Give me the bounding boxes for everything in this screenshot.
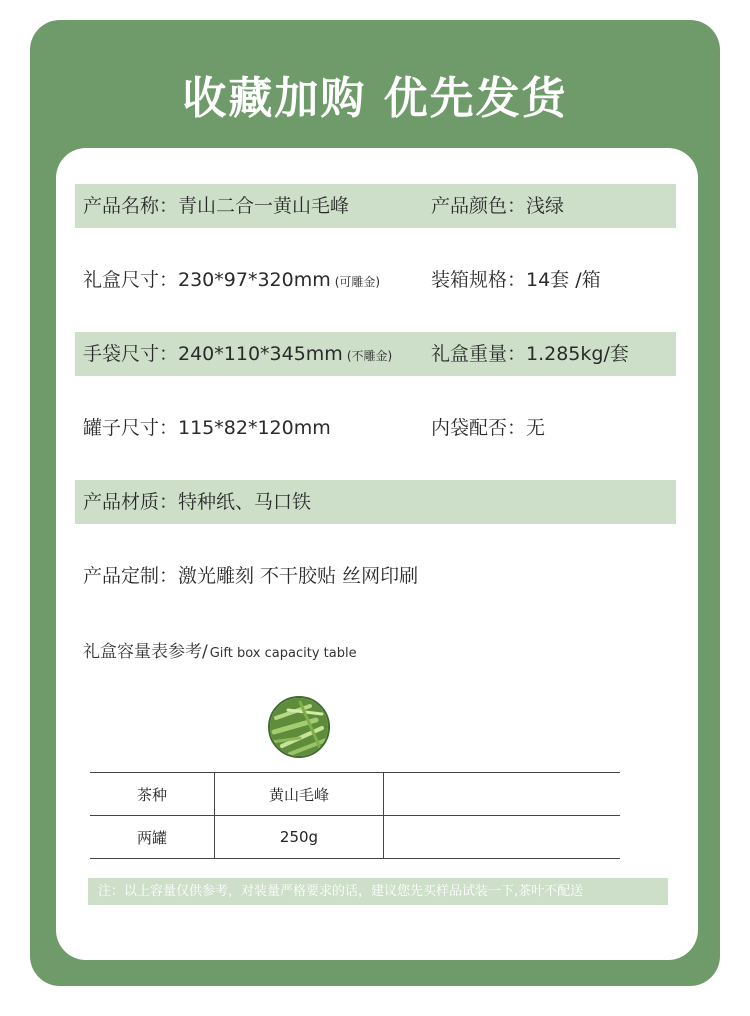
spec-product-name: 产品名称：青山二合一黄山毛峰 [83,195,350,217]
spec-row-material [75,480,676,524]
capacity-title-en: Gift box capacity table [209,646,357,661]
spec-box-size-note: (可雕金) [334,275,381,289]
spec-row-custom [75,554,676,598]
capacity-table [90,772,620,859]
spec-box-weight: 礼盒重量：1.285kg/套 [431,343,629,365]
spec-row-can-size [75,406,676,450]
spec-product-color: 产品颜色：浅绿 [431,195,565,217]
capacity-table-title [83,637,357,662]
spec-inner-bag: 内袋配否：无 [431,417,546,439]
table-cell: 两罐 [90,816,215,859]
spec-row-box-size [75,258,676,302]
spec-can-size: 罐子尺寸：115*82*120mm [83,417,331,439]
capacity-title-cn: 礼盒容量表参考/ [83,642,208,662]
spec-bag-size-value: 手袋尺寸：240*110*345mm [83,343,343,365]
table-cell: 黄山毛峰 [215,773,384,816]
table-row [90,773,620,816]
spec-box-size [83,258,380,302]
spec-material: 产品材质：特种纸、马口铁 [83,491,312,513]
spec-bag-size-note: (不雕金) [346,349,393,363]
table-row [90,816,620,859]
spec-box-size-value: 礼盒尺寸：230*97*320mm [83,269,331,291]
spec-bag-size [83,332,392,376]
tea-leaf-image [268,696,330,758]
notice-banner: 注：以上容量仅供参考，对装量严格要求的话，建议您先买样品试装一下,茶叶不配送 [88,878,668,905]
table-cell [384,773,621,816]
table-cell: 250g [215,816,384,859]
spec-packing: 装箱规格：14套 /箱 [431,269,601,291]
table-cell [384,816,621,859]
spec-row-product-name [75,184,676,228]
page-title: 收藏加购 优先发货 [182,73,568,124]
cropped-corner-text: lf 5l 87 [620,984,691,1005]
table-cell: 茶种 [90,773,215,816]
spec-row-bag-size [75,332,676,376]
spec-customization: 产品定制：激光雕刻 不干胶贴 丝网印刷 [83,565,419,587]
